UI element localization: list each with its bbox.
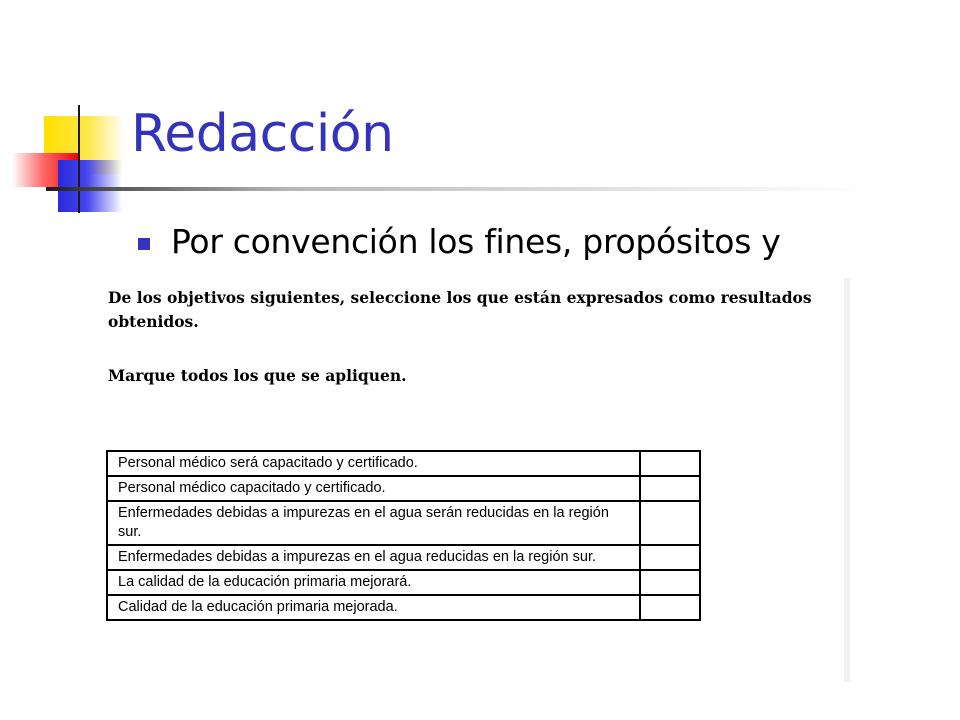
- ornament-blue-block: [58, 160, 122, 212]
- option-text: Calidad de la educación primaria mejorada.: [107, 595, 640, 620]
- option-text: Enfermedades debidas a impurezas en el agua reducidas en la región sur.: [107, 545, 640, 570]
- option-text: Enfermedades debidas a impurezas en el agua serán reducidas en la región sur.: [107, 501, 640, 545]
- bullet-square-icon: [138, 238, 150, 250]
- table-row: [107, 570, 700, 595]
- ornament-yellow-block: [44, 116, 124, 174]
- table-row: [107, 451, 700, 476]
- table-row: [107, 595, 700, 620]
- option-checkbox-cell[interactable]: [640, 570, 700, 595]
- table-row: [107, 501, 700, 545]
- question-instruction: De los objetivos siguientes, seleccione los que están expresados como resultados obtenidos.: [108, 288, 812, 331]
- option-checkbox-cell[interactable]: [640, 545, 700, 570]
- question-sub-instruction: Marque todos los que se apliquen.: [108, 366, 407, 385]
- option-text: La calidad de la educación primaria mejorará.: [107, 570, 640, 595]
- option-checkbox-cell[interactable]: [640, 476, 700, 501]
- slide-title: Redacción: [131, 104, 394, 164]
- option-text: Personal médico será capacitado y certificado.: [107, 451, 640, 476]
- ornament-vertical-line: [78, 105, 80, 213]
- option-checkbox-cell[interactable]: [640, 501, 700, 545]
- ornament-red-block: [12, 153, 80, 187]
- table-row: [107, 476, 700, 501]
- table-row: [107, 545, 700, 570]
- bullet-text: Por convención los fines, propósitos y: [171, 222, 781, 261]
- option-text: Personal médico capacitado y certificado.: [107, 476, 640, 501]
- title-underline: [46, 187, 866, 191]
- embedded-image-edge: [844, 278, 850, 682]
- embedded-question-image: [96, 278, 850, 682]
- option-checkbox-cell[interactable]: [640, 451, 700, 476]
- options-table: [106, 450, 701, 621]
- option-checkbox-cell[interactable]: [640, 595, 700, 620]
- bullet-item: [138, 220, 938, 280]
